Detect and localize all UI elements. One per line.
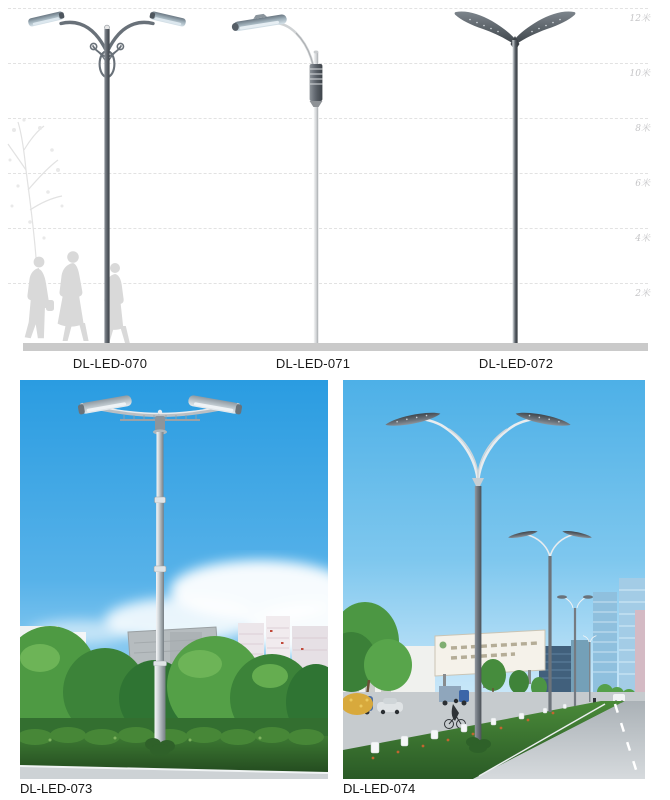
model-label-074: DL-LED-074 bbox=[343, 781, 416, 796]
wing-arm bbox=[455, 11, 515, 45]
height-tick-label: 4米 bbox=[635, 234, 650, 244]
model-label-071: DL-LED-071 bbox=[275, 356, 351, 371]
lamp-head bbox=[28, 11, 65, 27]
person-silhouette bbox=[58, 251, 89, 341]
pole-base bbox=[155, 666, 166, 748]
person-silhouette bbox=[25, 257, 54, 339]
lamp-head bbox=[231, 10, 288, 32]
model-label-073: DL-LED-073 bbox=[20, 781, 93, 796]
pole bbox=[512, 40, 517, 343]
arm-mount bbox=[155, 416, 165, 431]
pole bbox=[104, 29, 109, 343]
height-tick-label: 12米 bbox=[629, 14, 650, 24]
model-label-070: DL-LED-070 bbox=[72, 356, 148, 371]
pole-fitting bbox=[310, 64, 323, 107]
tree-silhouette bbox=[8, 118, 64, 258]
lamp-figure-070 bbox=[28, 11, 187, 343]
lamp-figure-071 bbox=[231, 10, 323, 343]
pole bbox=[475, 486, 482, 748]
height-tick-label: 6米 bbox=[635, 179, 650, 189]
height-tick-label: 2米 bbox=[635, 289, 650, 299]
spec-drawings bbox=[0, 0, 670, 345]
height-tick-label: 8米 bbox=[635, 124, 650, 134]
product-photo-073 bbox=[20, 380, 328, 779]
model-label-072: DL-LED-072 bbox=[478, 356, 554, 371]
product-photo-074 bbox=[343, 380, 645, 779]
people-silhouettes bbox=[25, 251, 130, 343]
lamp-figure-072 bbox=[455, 11, 576, 343]
pole bbox=[157, 432, 164, 498]
height-tick-label: 10米 bbox=[629, 69, 650, 79]
